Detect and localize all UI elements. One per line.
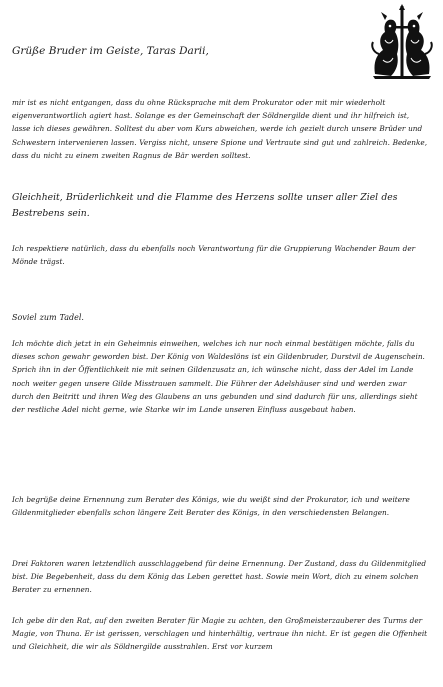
letter-greeting: Grüße Bruder im Geiste, Taras Darii, <box>12 45 209 57</box>
paragraph-reprimand: mir ist es nicht entgangen, dass du ohne Rücksprache mit dem Prokurator oder mit mir wiederholt eigenverantwortlich agiert hast. Solange es der Gemeinschaft der Söldnergilde dient und ihr hilfreich ist, lasse ich dieses gewähren. Solltest du aber vom Kurs abweichen, werde ich gezielt durch unsere Brüder und Schwestern intervenieren lassen. Vergiss nicht, unsere Spione und Vertraute sind gut und zahlreich. Bedenke, dass du nicht zu einem zweiten Ragnus de Bär werden solltest. <box>12 98 428 160</box>
paragraph-secret: Ich möchte dich jetzt in ein Geheimnis einweihen, welches ich nur noch einmal bestätigen möchte, falls du dieses schon gewahr geworden bist. Der König von Waldeslöns ist ein Gildenbruder, Durstvil de Augenschein. Sprich ihn in der Öffentlichkeit nie mit seinen Gildenzusatz an, ich wünsche nicht, dass der Adel im Lande noch weiter gegen unsere Gilde Misstrauen sammelt. Die Führer der Adelshäuser sind und werden zwar durch den Beitritt und ihren Weg des Glaubens an uns gebunden und sind dadurch für uns, allerdings sieht der restliche Adel nicht gerne, wie Starke wir im Lande unseren Einfluss ausgebaut haben. <box>12 339 425 415</box>
heraldic-crest-icon <box>369 4 435 80</box>
paragraph-motto: Gleichheit, Brüderlichkeit und die Flamme des Herzens sollte unser aller Ziel des Bestrebens sein. <box>12 192 398 219</box>
paragraph-tadel: Soviel zum Tadel. <box>12 313 84 322</box>
paragraph-appointment: Ich begrüße deine Ernennung zum Berater des Königs, wie du weißt sind der Prokurator, ich und weitere Gildenmitglieder ebenfalls schon längere Zeit Berater des Königs, in den verschiedensten Belangen. <box>12 495 410 518</box>
paragraph-advice: Ich gebe dir den Rat, auf den zweiten Berater für Magie zu achten, den Großmeisterzauberer des Turms der Magie, von Thuna. Er ist gerissen, verschlagen und hinterhältig, vertraue ihn nicht. Er ist gegen die Offenheit und Gleichheit, die wir als Söldnergilde ausstrahlen. Erst vor kurzem <box>12 616 428 652</box>
paragraph-factors: Drei Faktoren waren letztendlich ausschlaggebend für deine Ernennung. Der Zustand, dass du Gildenmitglied bist. Die Begebenheit, dass du dem König das Leben gerettet hast. Sowie mein Wort, dich zu einem solchen Berater zu ernennen. <box>12 559 427 595</box>
paragraph-responsibility: Ich respektiere natürlich, dass du ebenfalls noch Verantwortung für die Gruppierung Wachender Baum der Mönde trägst. <box>12 244 416 267</box>
